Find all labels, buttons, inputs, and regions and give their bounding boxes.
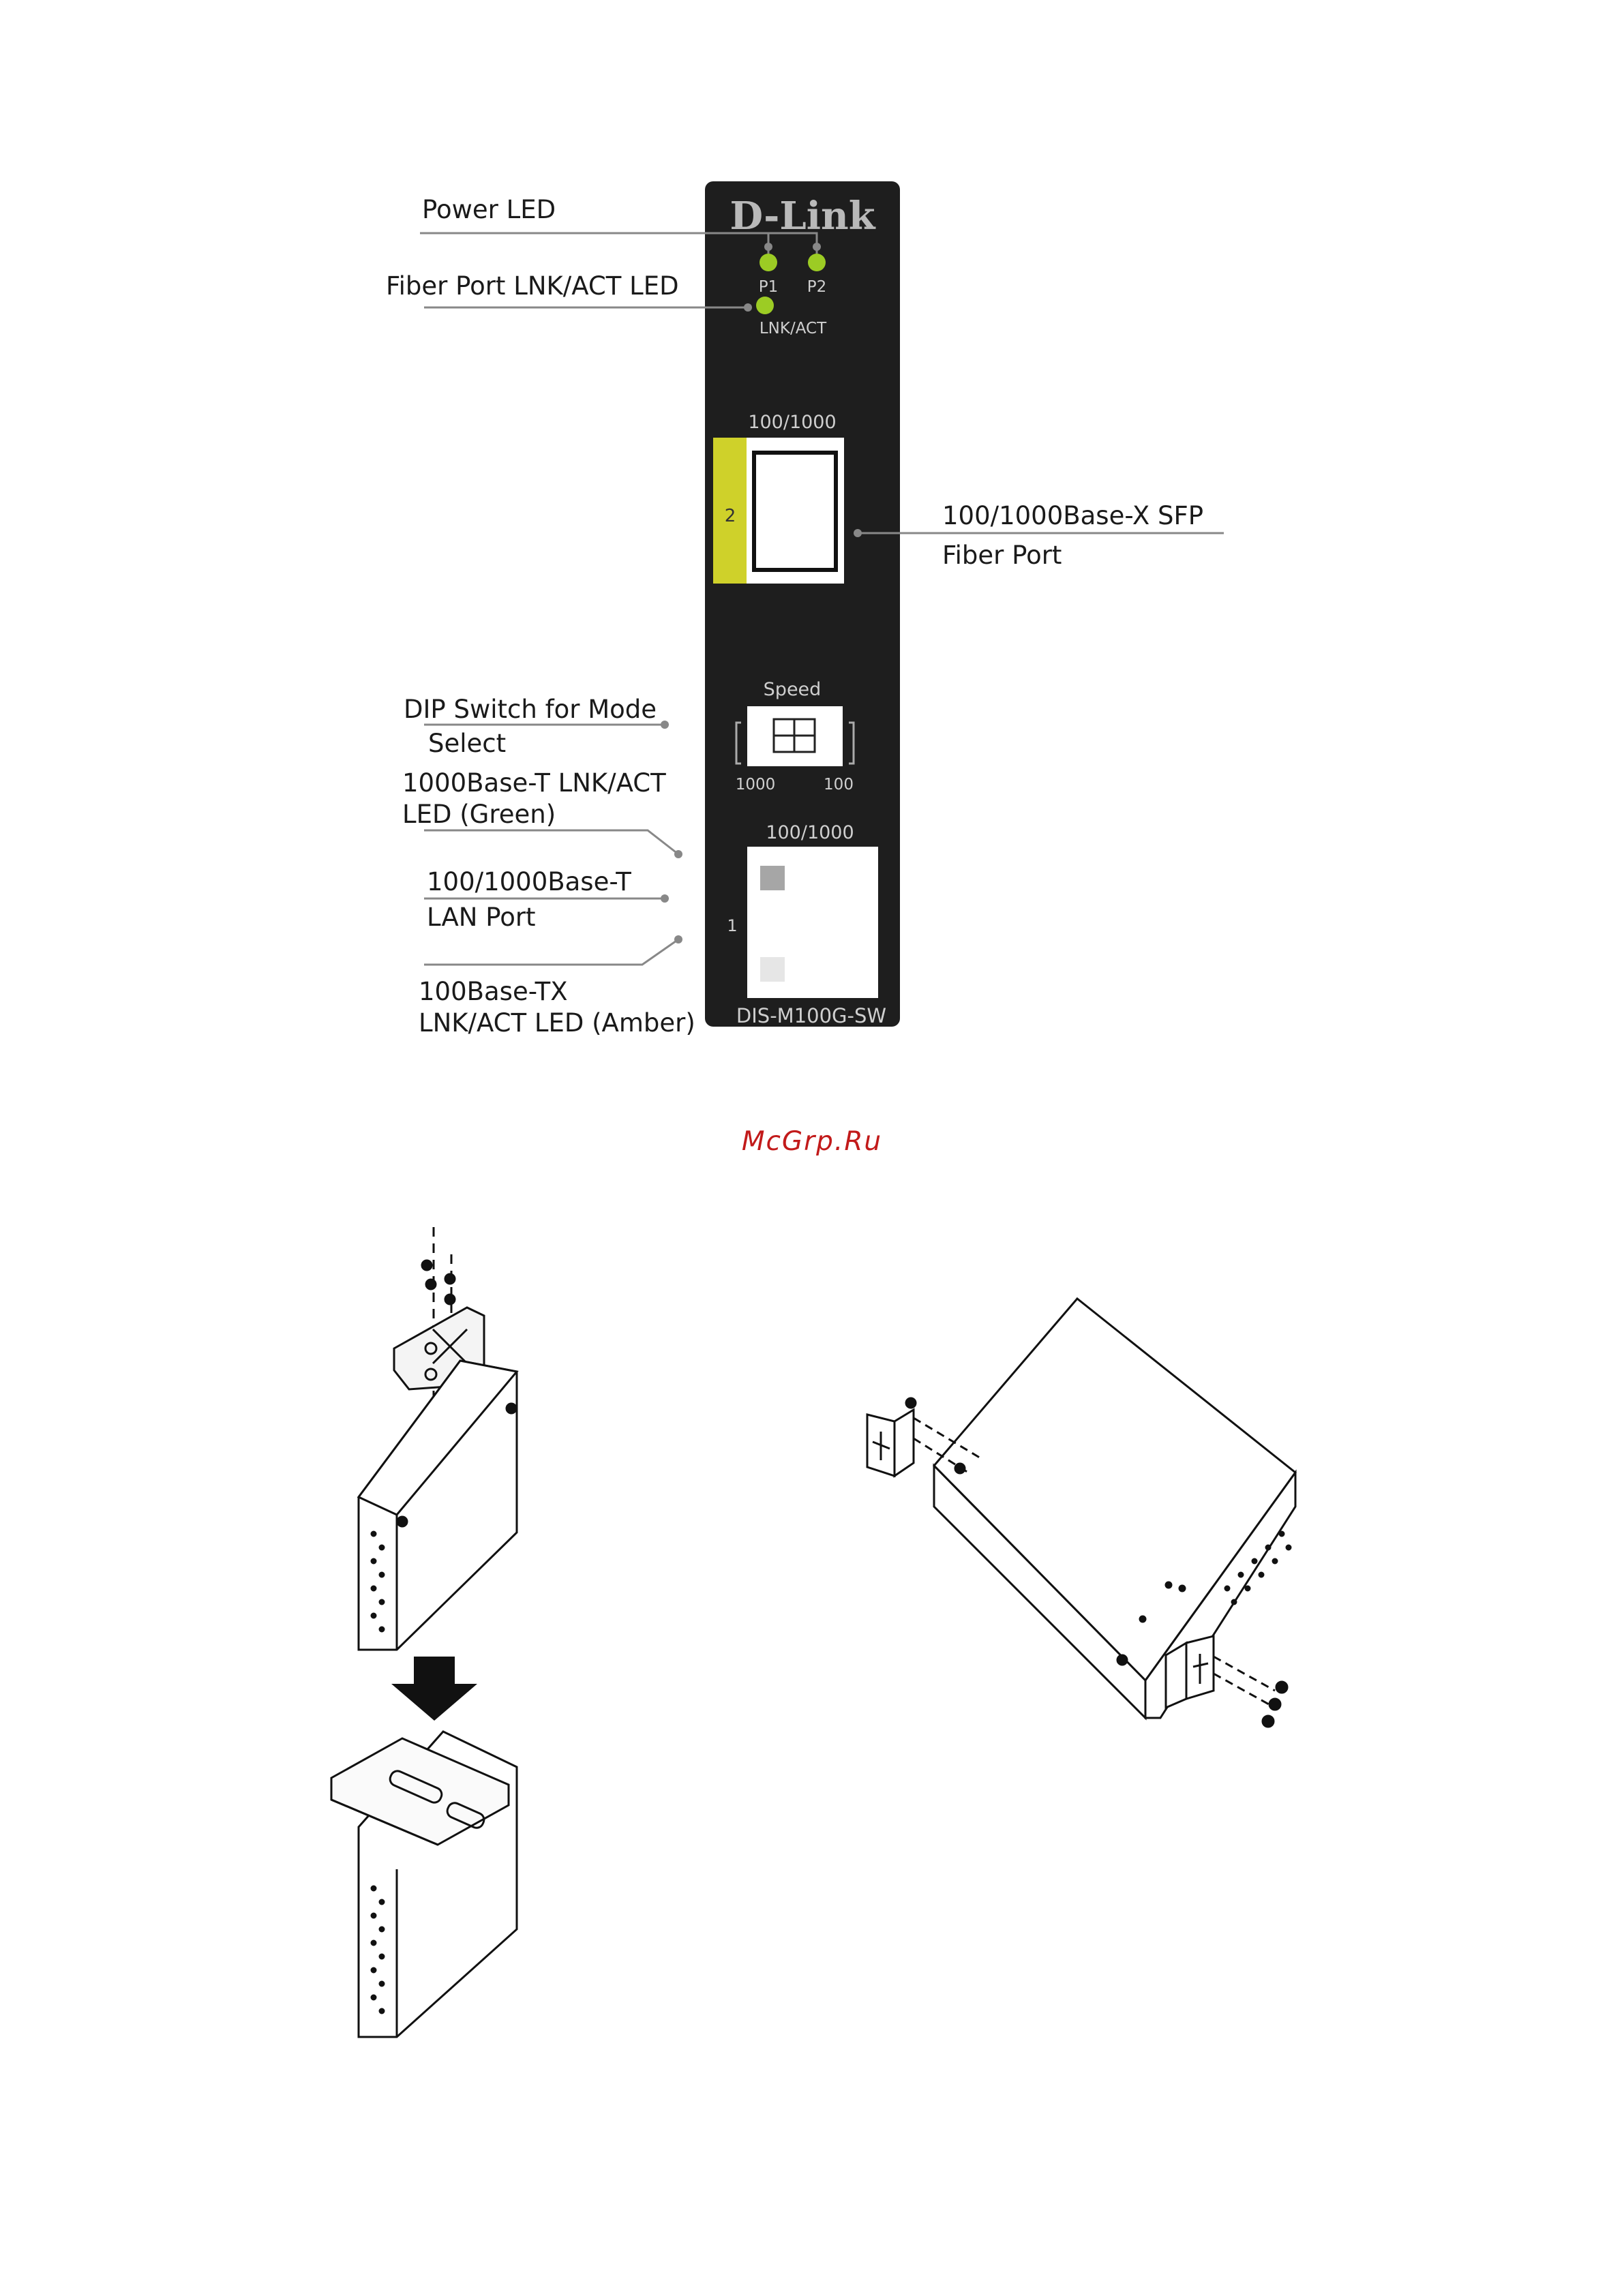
- led-lnk-label: LNK/ACT: [759, 320, 827, 337]
- callout-fiber-led: Fiber Port LNK/ACT LED: [386, 271, 679, 301]
- sfp-port-opening: [754, 453, 836, 570]
- led-lnk-act: [756, 297, 774, 314]
- model-label: DIS-M100G-SW: [736, 1004, 887, 1027]
- front-panel-diagram: [0, 0, 1624, 1063]
- callout-lan-port: 100/1000Base-T LAN Port: [427, 867, 631, 932]
- watermark: McGrp.Ru: [741, 1126, 883, 1157]
- switch-title: Speed: [763, 679, 822, 700]
- led-p2: [808, 254, 826, 271]
- lan-port-number: 1: [727, 916, 738, 935]
- led-p1-label: P1: [758, 278, 779, 296]
- callout-sfp-port: 100/1000Base-X SFP Fiber Port: [942, 501, 1204, 570]
- lan-led-amber: [760, 957, 785, 982]
- brand-logo: D-Link: [730, 194, 875, 239]
- callout-dip-switch: DIP Switch for Mode Select: [404, 695, 657, 758]
- sfp-speed-label: 100/1000: [748, 412, 837, 433]
- callout-amber-led: 100Base-TX LNK/ACT LED (Amber): [419, 977, 695, 1038]
- led-p1: [760, 254, 777, 271]
- lan-led-green: [760, 866, 785, 890]
- lan-speed-label: 100/1000: [766, 822, 854, 843]
- callout-green-led: 1000Base-T LNK/ACT LED (Green): [402, 768, 666, 829]
- sfp-port-number: 2: [724, 506, 736, 526]
- led-p2-label: P2: [807, 278, 827, 296]
- switch-left-label: 1000: [735, 776, 776, 794]
- callout-power-led: Power LED: [422, 195, 556, 224]
- wall-mounting-illustration: [845, 1282, 1404, 1772]
- switch-right-label: 100: [824, 776, 854, 794]
